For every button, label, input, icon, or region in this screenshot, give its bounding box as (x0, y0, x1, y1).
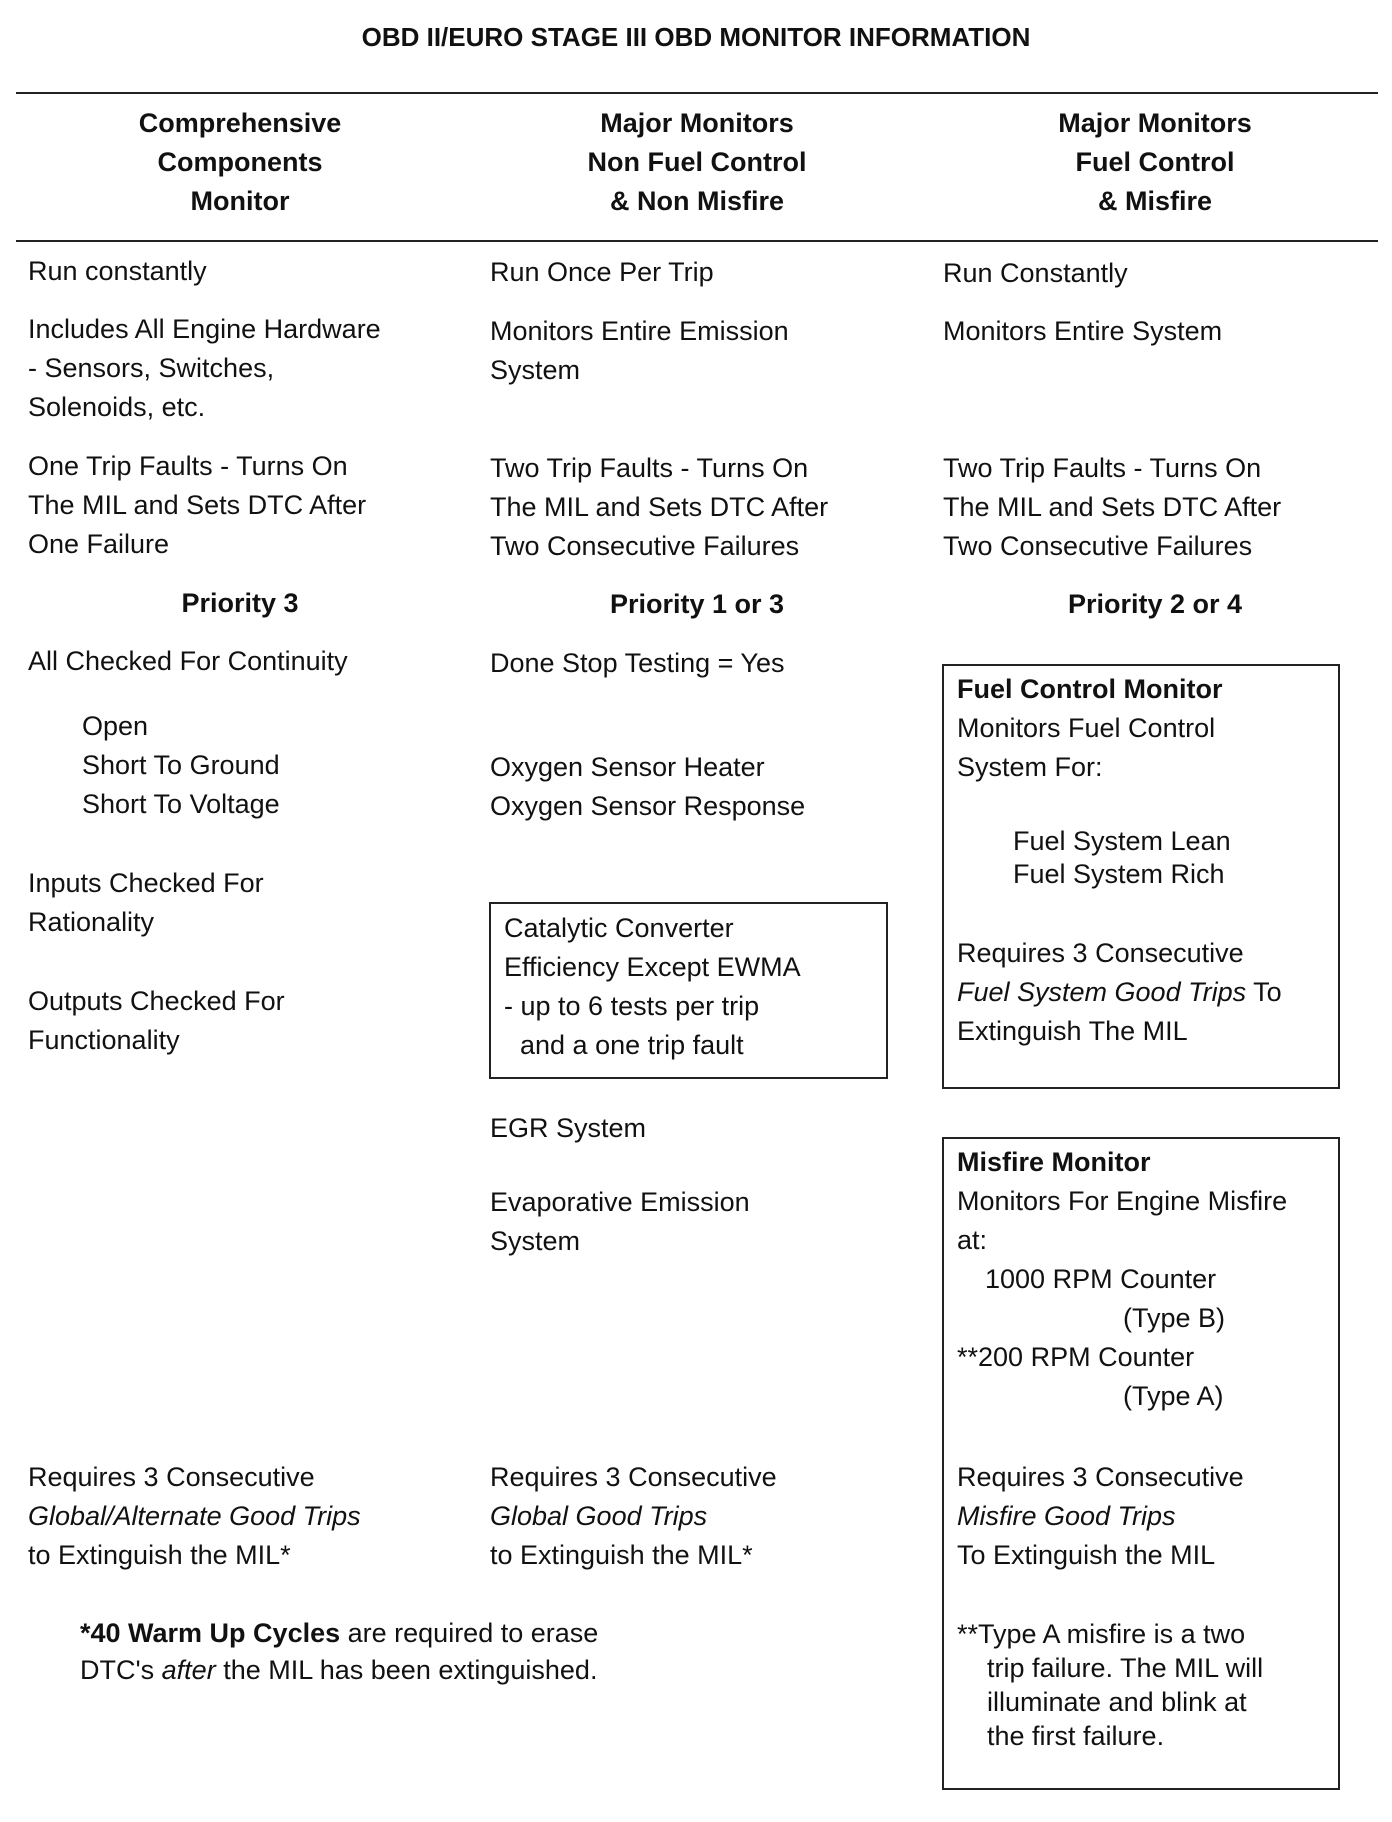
col2-extinguish: to Extinguish the MIL* (490, 1540, 753, 1570)
col2-evap-line: System (490, 1226, 581, 1256)
col1-inputs-line: Rationality (28, 907, 155, 937)
col1-outputs-line: Functionality (28, 1025, 180, 1055)
fuel-good-trips: Fuel System Good Trips (957, 977, 1247, 1007)
footnote-text: are required to erase (340, 1618, 599, 1648)
col1-includes-line: Includes All Engine Hardware (28, 314, 381, 344)
cat-line: Catalytic Converter (504, 913, 734, 943)
col1-outputs-line: Outputs Checked For (28, 986, 285, 1016)
col1-requires: Requires 3 Consecutive (28, 1462, 315, 1492)
col1-priority: Priority 3 (181, 588, 299, 618)
col2-o2-item: Oxygen Sensor Heater (490, 752, 765, 782)
col1-check-item: Open (82, 711, 149, 741)
rpm-counter-1000-type: (Type B) (1123, 1303, 1226, 1333)
misfire-desc: at: (957, 1225, 988, 1255)
rpm-counter-200-type: (Type A) (1123, 1381, 1224, 1411)
fuel-extinguish: Extinguish The MIL (957, 1016, 1188, 1046)
col2-requires: Requires 3 Consecutive (490, 1462, 777, 1492)
header-top-rule (16, 92, 1378, 94)
col3-run: Run Constantly (943, 258, 1128, 288)
col2-o2-item: Oxygen Sensor Response (490, 791, 806, 821)
header-line: & Misfire (1097, 186, 1213, 216)
header-col2 (547, 104, 847, 221)
header-line: Non Fuel Control (587, 147, 807, 177)
fuel-requires: Requires 3 Consecutive (957, 938, 1244, 968)
col3-priority: Priority 2 or 4 (1067, 589, 1243, 619)
col1-faults-line: The MIL and Sets DTC After (28, 490, 367, 520)
fuel-good-trips-to: To (1246, 977, 1282, 1007)
col1-faults-line: One Trip Faults - Turns On (28, 451, 348, 481)
cat-line: Efficiency Except EWMA (504, 952, 801, 982)
col2-run: Run Once Per Trip (490, 257, 714, 287)
footnote-after: after (161, 1655, 216, 1685)
col2-faults-line: The MIL and Sets DTC After (490, 492, 829, 522)
col1-inputs-line: Inputs Checked For (28, 868, 264, 898)
col1-run: Run constantly (28, 256, 207, 286)
warm-up-cycles: *40 Warm Up Cycles (80, 1618, 341, 1648)
rpm-counter-200: **200 RPM Counter (957, 1342, 1195, 1372)
footnote-line-1 (80, 1615, 598, 1652)
col1-extinguish: to Extinguish the MIL* (28, 1540, 291, 1570)
misfire-good-trips: Misfire Good Trips (957, 1501, 1176, 1531)
col2-done-stop-testing: Done Stop Testing = Yes (490, 648, 785, 678)
header-line: Major Monitors (600, 108, 794, 138)
footnote-text: DTC's (80, 1655, 162, 1685)
footnote-text: the MIL has been extinguished. (215, 1655, 598, 1685)
header-bottom-rule (16, 240, 1378, 242)
fuel-good-trips-line (957, 973, 1282, 1012)
col3-faults-line: Two Trip Faults - Turns On (943, 453, 1262, 483)
col1-faults-line: One Failure (28, 529, 170, 559)
misfire-note-line: trip failure. The MIL will (987, 1653, 1264, 1683)
col3-faults-line: Two Consecutive Failures (943, 531, 1253, 561)
misfire-extinguish: To Extinguish the MIL (957, 1540, 1216, 1570)
col2-evap-line: Evaporative Emission (490, 1187, 750, 1217)
header-line: Fuel Control (1075, 147, 1235, 177)
header-line: Comprehensive (138, 108, 342, 138)
col1-check-item: Short To Voltage (82, 789, 280, 819)
col2-egr: EGR System (490, 1113, 647, 1143)
col1-continuity: All Checked For Continuity (28, 646, 348, 676)
col2-monitors-line: Monitors Entire Emission (490, 316, 789, 346)
misfire-note-line: **Type A misfire is a two (957, 1619, 1246, 1649)
fuel-control-desc: Monitors Fuel Control (957, 713, 1216, 743)
header-line: Major Monitors (1058, 108, 1252, 138)
fuel-system-item: Fuel System Rich (1013, 859, 1225, 889)
col1-includes-line: Solenoids, etc. (28, 392, 206, 422)
col3-monitors: Monitors Entire System (943, 316, 1223, 346)
fuel-control-desc: System For: (957, 752, 1103, 782)
col3-faults-line: The MIL and Sets DTC After (943, 492, 1282, 522)
header-col1 (90, 104, 390, 221)
header-line: Components (157, 147, 323, 177)
cat-line: - up to 6 tests per trip (504, 991, 760, 1021)
fuel-system-item: Fuel System Lean (1013, 826, 1231, 856)
header-line: & Non Misfire (609, 186, 784, 216)
col2-priority: Priority 1 or 3 (609, 589, 785, 619)
misfire-note-line: the first failure. (987, 1721, 1165, 1751)
col2-faults-line: Two Trip Faults - Turns On (490, 453, 809, 483)
page-title: OBD II/EURO STAGE III OBD MONITOR INFORMATION (361, 22, 1031, 52)
misfire-note-line: illuminate and blink at (987, 1687, 1247, 1717)
col2-faults-line: Two Consecutive Failures (490, 531, 800, 561)
col1-good-trips: Global/Alternate Good Trips (28, 1501, 361, 1531)
col2-monitors-line: System (490, 355, 581, 385)
footnote-line-2 (80, 1652, 597, 1689)
fuel-control-title: Fuel Control Monitor (957, 674, 1223, 704)
col1-check-item: Short To Ground (82, 750, 280, 780)
header-col3 (1005, 104, 1305, 221)
misfire-desc: Monitors For Engine Misfire (957, 1186, 1288, 1216)
rpm-counter-1000: 1000 RPM Counter (985, 1264, 1217, 1294)
misfire-title: Misfire Monitor (957, 1147, 1151, 1177)
col1-includes-line: - Sensors, Switches, (28, 353, 275, 383)
misfire-requires: Requires 3 Consecutive (957, 1462, 1244, 1492)
cat-line: and a one trip fault (520, 1030, 744, 1060)
header-line: Monitor (190, 186, 290, 216)
col2-good-trips: Global Good Trips (490, 1501, 708, 1531)
